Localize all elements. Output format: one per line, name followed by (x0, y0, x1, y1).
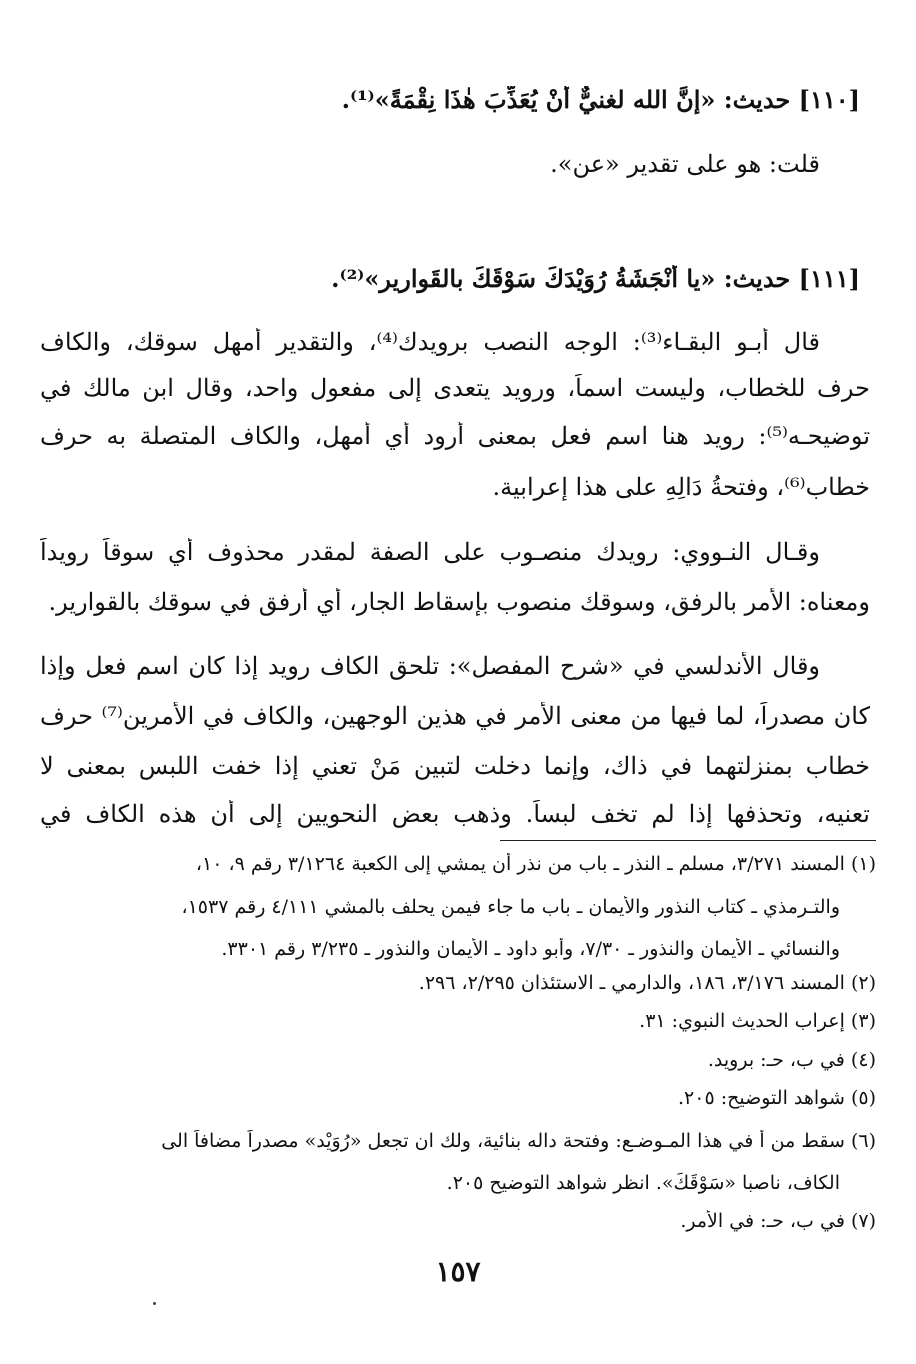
hadith-110-heading: [١١٠] حديث: «إنَّ الله لغنيٌّ أنْ يُعَذِّبَ هٰذَا نِقْمَةً»⁽¹⁾. (341, 86, 860, 114)
text-line: حرف للخطاب، وليست اسماً، ورويد يتعدى إلى مفعول واحد، وقال ابن مالك في (40, 374, 870, 402)
text-line: ومعناه: الأمر بالرفق، وسوقك منصوب بإسقاط الجار، أي أرفق في سوقك بالقوارير. (48, 588, 870, 616)
footnote-3: (٣) إعراب الحديث النبوي: ٣١. (639, 1010, 876, 1032)
text-line: وقال الأندلسي في «شرح المفصل»: تلحق الكاف رويد إذا كان اسم فعل وإذا (40, 652, 820, 680)
text-line: توضيحـه⁽⁵⁾: رويد هنا اسم فعل بمعنى أرود أي أمهل، والكاف المتصلة به حرف (40, 422, 870, 450)
footnote-4: (٤) في ب، حـ: برويد. (707, 1049, 876, 1071)
footnote-7: (٧) في ب، حـ: في الأمر. (680, 1210, 876, 1232)
text-line: خطاب بمنزلتهما في ذاك، وإنما دخلت لتبين مَنْ تعني إذا خفت اللبس بمعنى لا (40, 752, 870, 780)
scan-speck (153, 1302, 156, 1305)
text-line: وقـال النـووي: رويدك منصـوب على الصفة لمقدر محذوف أي سوقاً رويداً (40, 538, 820, 566)
footnote-6-cont: الكاف، ناصبا «سَوْقَكَ». انظر شواهد التوضيح ٢٠٥. (446, 1172, 840, 1194)
text-line: تعنيه، وتحذفها إذا لم تخف لبساً. وذهب بعض النحويين إلى أن هذه الكاف في (40, 800, 870, 828)
text-line: كان مصدراً، لما فيها من معنى الأمر في هذين الوجهين، والكاف في الأمرين⁽⁷⁾ حرف (40, 702, 870, 730)
hadith-110-comment: قلت: هو على تقدير «عن». (550, 150, 820, 178)
text-line: خطاب⁽⁶⁾، وفتحةُ دَالِهِ على هذا إعرابية. (492, 473, 870, 501)
hadith-111-heading: [١١١] حديث: «يا أَنْجَشَةُ رُوَيْدَكَ سَوْقَكَ بالقَوارير»⁽²⁾. (331, 265, 860, 293)
footnote-1-cont: والتـرمذي ـ كتاب النذور والأيمان ـ باب ما جاء فيمن يحلف بالمشي ٤/١١١ رقم ١٥٣٧، (181, 896, 840, 918)
footnote-6: (٦) سقط من أ في هذا المـوضـع: وفتحة داله بنائية، ولك ان تجعل «رُوَيْد» مصدراً مضافاً الى (161, 1130, 876, 1152)
footnote-2: (٢) المسند ٣/١٧٦، ١٨٦، والدارمي ـ الاستئذان ٢/٢٩٥، ٢٩٦. (418, 972, 876, 994)
footnote-1: (١) المسند ٣/٢٧١، مسلم ـ النذر ـ باب من نذر أن يمشي إلى الكعبة ٣/١٢٦٤ رقم ٩، ١٠، (195, 853, 876, 875)
footnote-5: (٥) شواهد التوضيح: ٢٠٥. (678, 1087, 876, 1109)
footnote-separator (500, 840, 876, 841)
footnote-1-cont: والنسائي ـ الأيمان والنذور ـ ٧/٣٠، وأبو داود ـ الأيمان والنذور ـ ٣/٢٣٥ رقم ٣٣٠١. (221, 938, 840, 960)
page-number: ١٥٧ (435, 1255, 481, 1288)
text-line: قال أبـو البقـاء⁽³⁾: الوجه النصب برويدك⁽⁴⁾، والتقدير أمهل سوقك، والكاف (40, 328, 820, 356)
